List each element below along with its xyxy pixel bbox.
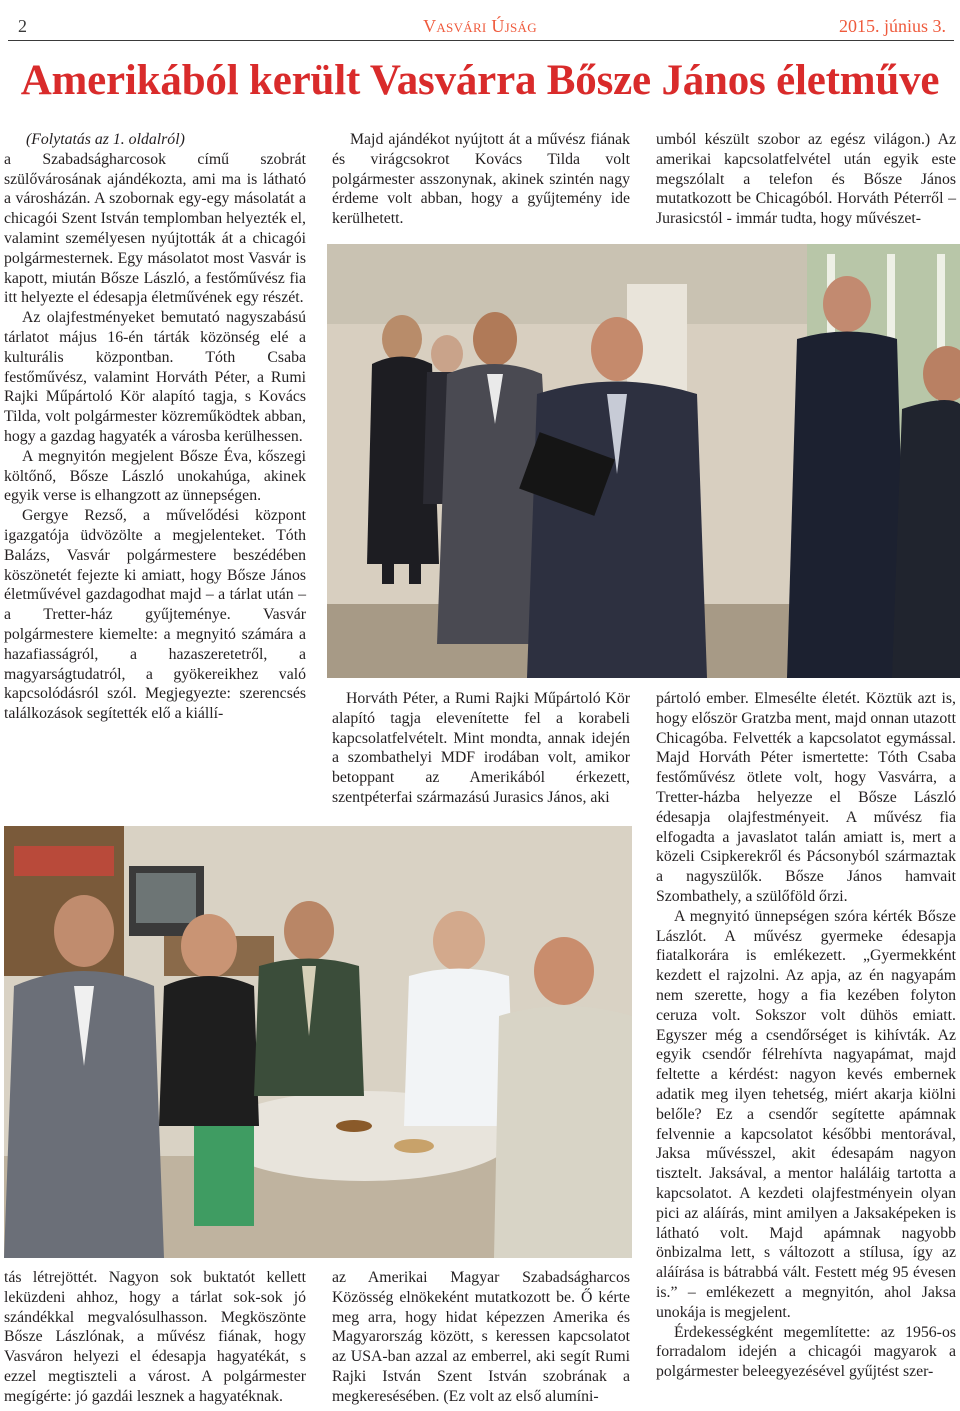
photo-group-image [4,826,632,1258]
article-headline: Amerikából került Vasvárra Bősze János életműve [20,57,940,104]
page-number: 2 [18,16,27,36]
column-1-paragraph: a Szabadságharcosok című szobrát szülővárosának ajándékozta, ami ma is látható a városházán. A szobornak egy-egy másolatát a chicagói Szent István templomban helyezték el, valamint személyesen nyújtották át a chicagói polgármesternek. Egy másolatot most Vasvár is kapott, miután Bősze László, a festőművész fia itt helyezte el édesapja életművének egy részét. [4,150,306,307]
column-3-paragraph: pártoló ember. Elmesélte életét. Köztük azt is, hogy először Gratzba ment, majd onnan utazott Chicagóba. Felvették a kapcsolatot egymással. Majd Horváth Péter ismertette: Tóth Csaba festőművész ötlete volt, hogy Vasvárra, a Tretter-házba helyezze el Bősze László édesapja olajfestményeit. A művész fia elfogadta a javaslatot talán amiatt is, mert a közeli Csipkerekről és Pácsonyból származtak a nagyszülők. Bősze János hamvait Szombathely, a szülőföld őrzi. [656,690,956,905]
photo-speakers-image [327,244,960,678]
column-1-bottom [4,1268,306,1407]
column-1-paragraph: Gergye Rezső, a művelődési központ igazgatója üdvözölte a megjelenteket. Tóth Balázs, Vasvár polgármestere beszédében köszönetét fejezte ki amiatt, hogy Bősze János életművével gazdagodhat majd – a tárlat után – a Tretter-ház gyűjteménye. Vasvár polgármestere kiemelte: a megnyitó számára a hazafiasságról, a hazaszeretetről, a magyarságtudatról, a gyökereikhez való kapcsolódásról szól. Megjegyezte: szerencsés találkozások segítették elő a kiállí- [4,507,306,723]
column-3-paragraph: A megnyitó ünnepségen szóra kérték Bősze Lászlót. A művész gyermeke édesapja fiatalkorára is emlékezett. „Gyermekként kezdett el rajzolni. Az apja, az én nagyapám nem szerette, hogy a fia kezében folyton ceruza volt. Sokszor volt dühös emiatt. Egyszer még a csendőrséget is kihívták. Az egyik csendőr félrehívta nagyapámat, majd feltette a kérdést: nagyon kevés embernek adatik meg ilyen tehetség, miért akarja kiölni belőle? Ez a csendőr segítette apámnak felvennie a kapcsolatot későbbi mentorával, Jaksa művésszel, akit édesapám nagyon tisztelt. Jaksával, a mentor haláláig tartotta a kapcsolatot. A kezdeti olajfestményein olyan pici az aláírás, mint amilyen a Jaksaképeken is látható volt. Majd apámnak nagyobb önbizalma lett, s változott a stílusa, így az aláírása is bátrabbá vált. Festett még 95 évesen is.” – emlékezett a megnyitón, ahol Jaksa unokája is megjelent. [656,907,956,1321]
column-1-paragraph: A megnyitón megjelent Bősze Éva, kőszegi költőnő, Bősze László unokahúga, akinek egyik verse is elhangzott az ünnepségen. [4,447,306,505]
column-1-paragraph: Az olajfestményeket bemutató nagyszabású tárlatot május 16-én tárták közönség elé a kulturális központban. Tóth Csaba festőművész, valamint Horváth Péter, a Rumi Rajki Műpártoló Kör alapító tagja, s Kovács Tilda, volt polgármester közreműködtek abban, hogy a gazdag hagyaték a városba kerülhessen. [4,309,306,445]
photo-caption: Horváth Péter, a Rumi Rajki Műpártoló Kör alapító tagja elevenítette fel a korabeli kapcsolatfelvételt. Mint mondta, annak idején a szombathelyi MDF irodában volt, amikor betoppant az Amerikából érkezett, szentpéterfai származású Jurasics János, aki [332,690,630,806]
paper-title: Vasvári Újság [423,16,537,36]
column-3-top [656,130,956,229]
column-1-top [4,130,306,724]
photo-speakers-at-opening [327,244,960,678]
column-1-paragraph: tás létrejöttét. Nagyon sok buktatót kellett leküzdeni ahhoz, hogy a tárlat sok-sok jó szándékkal megvalósulhasson. Megköszönte Bősze Lászlónak, a művész fiának, hogy Vasváron helyezi el édesapja hagyatékát, s ezzel megtiszteli a várost. A polgármester megígérte: jó gazdái lesznek a hagyatéknak. [4,1269,306,1405]
header-rule [8,40,954,41]
column-3-paragraph: Érdekességként megemlítette: az 1956-os forradalom idején a chicagói magyarok a polgármester beleegyezésével gyűjtést szer- [656,1323,956,1381]
column-3-paragraph: umból készült szobor az egész világon.) Az amerikai kapcsolatfelvétel után egyik este megszólalt a telefon és Bősze János mutatkozott be Chicagóból. Horváth Péterről – Jurasicstól - immár tudta, hogy művészet- [656,131,956,228]
column-2-paragraph: Majd ajándékot nyújtott át a művész fiának és virágcsokrot Kovács Tilda volt polgármester asszonynak, akinek szintén nagy érdeme volt abban, hogy a gyűjtemény ide kerülhetett. [332,131,630,228]
column-2-paragraph: az Amerikai Magyar Szabadságharcos Közösség elnökeként mutatkozott be. Ő kérte meg arra, hogy hidat képezzen Amerika és Magyarország között, s keressen kapcsolatot az USA-ban azzal az emberrel, aki segít Rumi Rajki István Szent István szobrának a megkeresésében. (Ez volt az első alumíni- [332,1269,630,1405]
column-2-top [332,130,630,229]
issue-date: 2015. június 3. [838,16,946,36]
continuation-note: (Folytatás az 1. oldalról) [26,131,185,148]
column-2-bottom [332,1268,630,1407]
photo-group-at-table [4,826,632,1258]
column-3-body [656,689,956,1382]
